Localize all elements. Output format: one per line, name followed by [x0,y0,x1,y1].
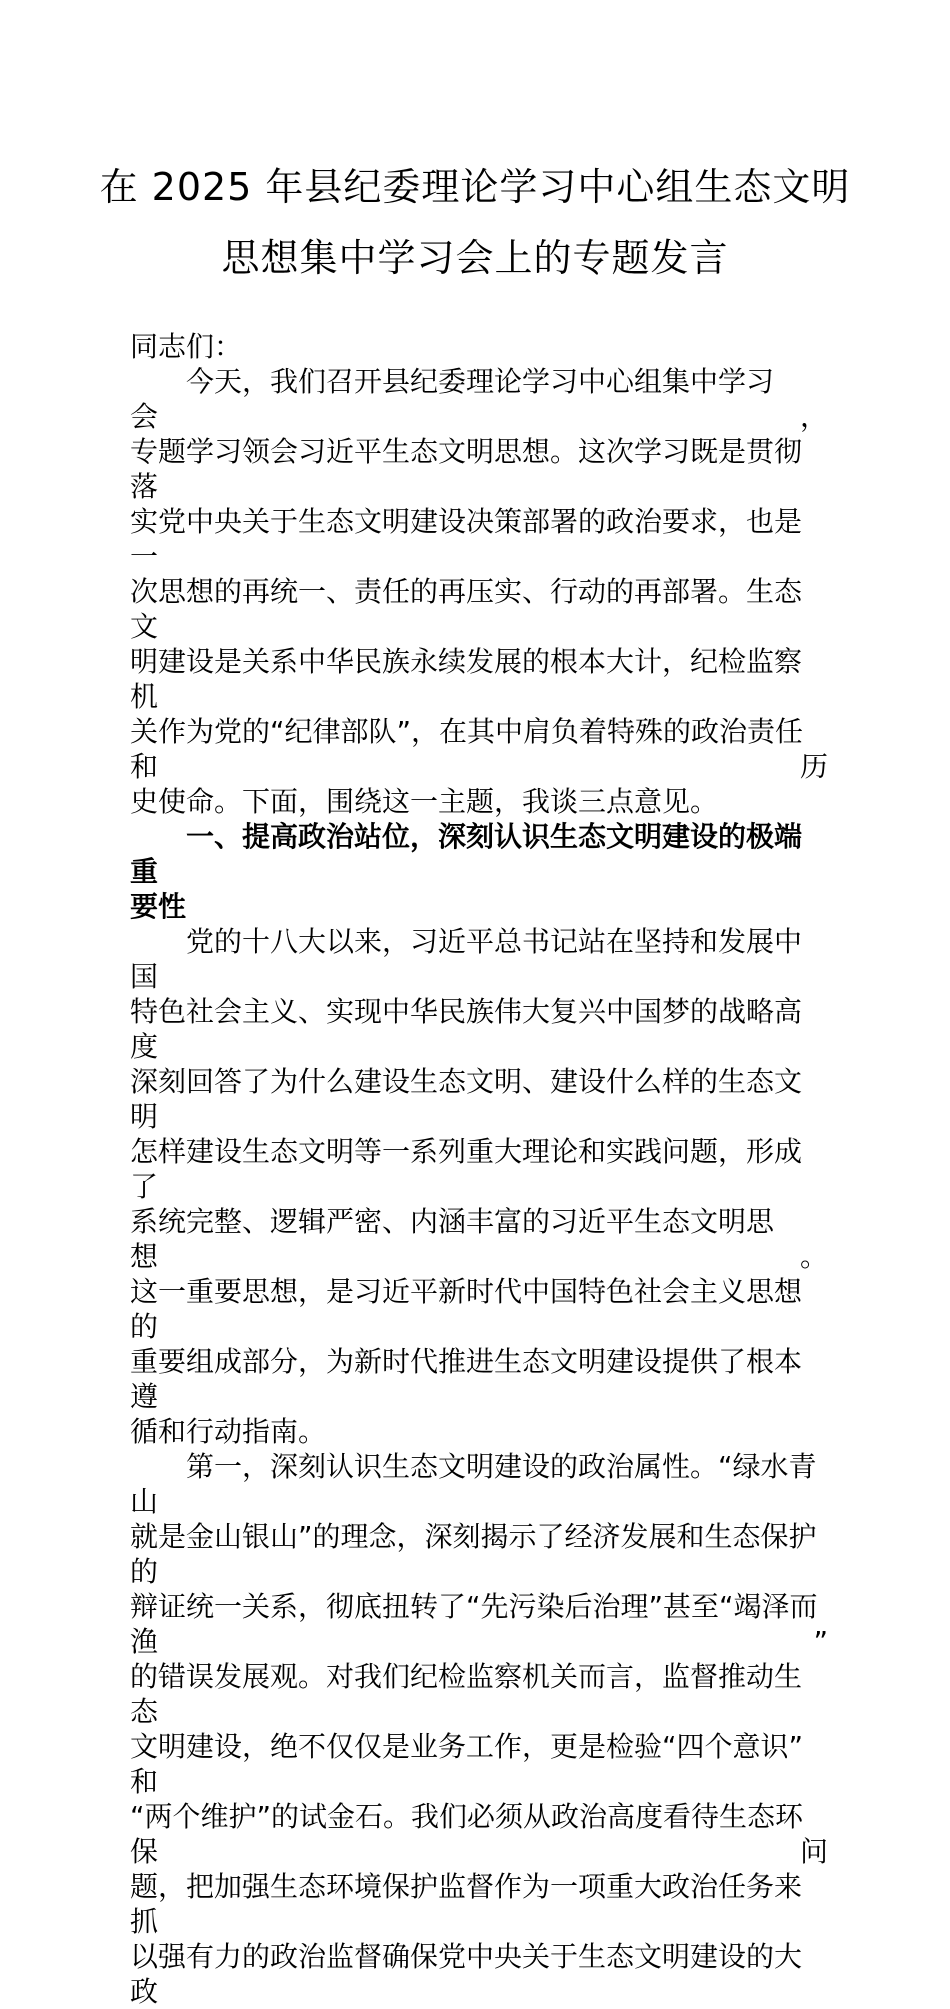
text-line: 系统完整、逻辑严密、内涵丰富的习近平生态文明思想。 [130,1205,828,1273]
text-line: 题，把加强生态环境保护监督作为一项重大政治任务来抓 [130,1870,803,1938]
text-line: 明建设是关系中华民族永续发展的根本大计，纪检监察机 [130,645,803,713]
section-heading [130,819,828,924]
title-line-1: 在 2025 年县纪委理论学习中心组生态文明 [99,165,851,209]
text-line: 重要组成部分，为新时代推进生态文明建设提供了根本遵 [130,1345,803,1413]
paragraph [130,329,828,364]
text-line: “两个维护”的试金石。我们必须从政治高度看待生态环保问 [130,1800,828,1868]
text-line: 次思想的再统一、责任的再压实、行动的再部署。生态文 [130,575,803,643]
text-line: 循和行动指南。 [130,1415,327,1448]
document-title [40,152,910,294]
text-line: 要性 [130,890,187,923]
text-line: 专题学习领会习近平生态文明思想。这次学习既是贯彻落 [130,435,803,503]
text-line: 党的十八大以来，习近平总书记站在坚持和发展中国 [130,925,803,993]
text-line: 一、提高政治站位，深刻认识生态文明建设的极端重 [130,820,803,888]
text-line: 深刻回答了为什么建设生态文明、建设什么样的生态文明 [130,1065,803,1133]
text-line: 辩证统一关系，彻底扭转了“先污染后治理”甚至“竭泽而渔” [130,1590,828,1658]
text-line: 同志们： [130,330,243,363]
text-line: 关作为党的“纪律部队”，在其中肩负着特殊的政治责任和历 [130,715,828,783]
document-body [130,329,828,2009]
paragraph [130,1449,828,2009]
text-line: 第一，深刻认识生态文明建设的政治属性。“绿水青山 [130,1450,817,1518]
text-line: 特色社会主义、实现中华民族伟大复兴中国梦的战略高度 [130,995,803,1063]
text-line: 史使命。下面，围绕这一主题，我谈三点意见。 [130,785,719,818]
paragraph [130,924,828,1449]
document-page [0,152,950,2008]
text-line: 文明建设，绝不仅仅是业务工作，更是检验“四个意识”和 [130,1730,804,1798]
text-line: 怎样建设生态文明等一系列重大理论和实践问题，形成了 [130,1135,803,1203]
text-line: 这一重要思想，是习近平新时代中国特色社会主义思想的 [130,1275,803,1343]
title-line-2: 思想集中学习会上的专题发言 [221,236,729,280]
text-line: 实党中央关于生态文明建设决策部署的政治要求，也是一 [130,505,803,573]
text-line: 以强有力的政治监督确保党中央关于生态文明建设的大政 [130,1940,803,2008]
text-line: 今天，我们召开县纪委理论学习中心组集中学习会， [130,365,828,433]
text-line: 就是金山银山”的理念，深刻揭示了经济发展和生态保护的 [130,1520,817,1588]
text-line: 的错误发展观。对我们纪检监察机关而言，监督推动生态 [130,1660,803,1728]
paragraph [130,364,828,819]
